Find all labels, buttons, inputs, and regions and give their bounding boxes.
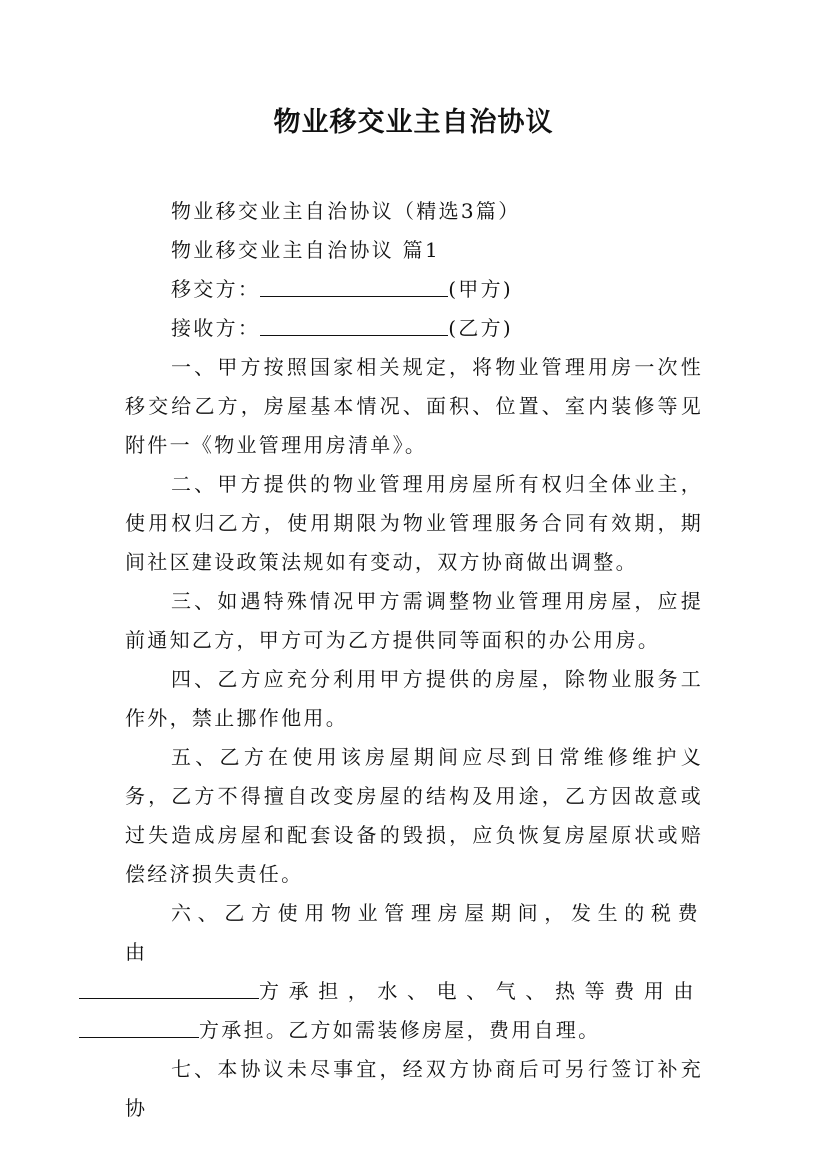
utility-payer-blank bbox=[79, 1017, 199, 1038]
clause-6-part2: 方承担，水、电、气、热等费用由 bbox=[259, 979, 703, 1003]
party-a-blank bbox=[260, 276, 448, 297]
party-a-line bbox=[125, 270, 703, 309]
document-body bbox=[125, 192, 703, 1128]
tax-payer-blank bbox=[79, 978, 259, 999]
document-subtitle: 物业移交业主自治协议（精选3篇） bbox=[171, 199, 521, 223]
clause-4: 四、乙方应充分利用甲方提供的房屋，除物业服务工作外，禁止挪作他用。 bbox=[125, 667, 703, 730]
party-b-suffix: (乙方) bbox=[448, 316, 514, 340]
clause-5: 五、乙方在使用该房屋期间应尽到日常维修维护义务，乙方不得擅自改变房屋的结构及用途，乙方因故意或过失造成房屋和配套设备的毁损，应负恢复房屋原状或赔偿经济损失责任。 bbox=[125, 745, 703, 886]
page-title: 物业移交业主自治协议 bbox=[273, 107, 554, 138]
clause-6-part3: 方承担。乙方如需装修房屋，费用自理。 bbox=[199, 1018, 601, 1042]
party-a-suffix: (甲方) bbox=[448, 277, 514, 301]
clause-1: 一、甲方按照国家相关规定，将物业管理用房一次性移交给乙方，房屋基本情况、面积、位置、室内装修等见附件一《物业管理用房清单》。 bbox=[125, 355, 703, 457]
section-heading: 物业移交业主自治协议 篇1 bbox=[171, 238, 440, 262]
clause-2: 二、甲方提供的物业管理用房屋所有权归全体业主，使用权归乙方，使用期限为物业管理服务合同有效期，期间社区建设政策法规如有变动，双方协商做出调整。 bbox=[125, 472, 703, 574]
clause-3: 三、如遇特殊情况甲方需调整物业管理用房屋，应提前通知乙方，甲方可为乙方提供同等面积的办公用房。 bbox=[125, 589, 703, 652]
party-b-blank bbox=[260, 315, 448, 336]
clause-7: 七、本协议未尽事宜，经双方协商后可另行签订补充协 bbox=[125, 1057, 703, 1120]
clause-6 bbox=[125, 894, 703, 1050]
party-b-label: 接收方： bbox=[171, 316, 261, 340]
party-b-line bbox=[125, 309, 703, 348]
clause-6-part1: 六、乙方使用物业管理房屋期间，发生的税费由 bbox=[125, 901, 703, 964]
party-a-label: 移交方： bbox=[171, 277, 261, 301]
